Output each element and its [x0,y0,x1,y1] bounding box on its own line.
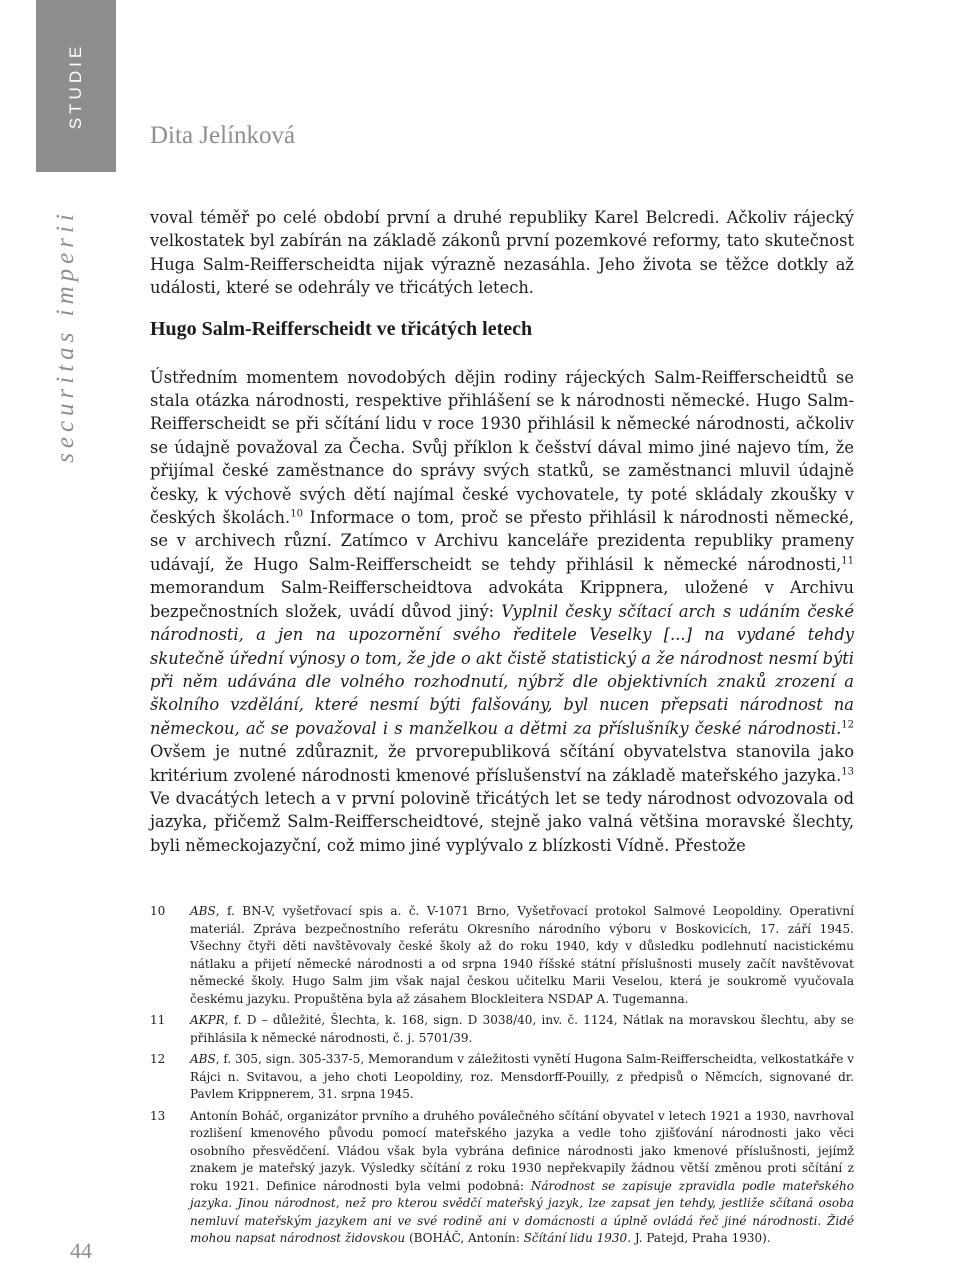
archive-abbr: AKPR [190,1013,225,1027]
footnote-10: 10 ABS, f. BN-V, vyšetřovací spis a. č. V-1071 Brno, Vyšetřovací protokol Salmové Leopoldiny. Operativní materiál. Zpráva bezpečnostního referátu Okresního národního výboru v Boskovicích, 17. září 1945. Všechny čtyři děti navštěvovaly české školy až do roku 1940, kdy v důsledku podlehnutí nacistickému nátlaku a přijetí německé národnosti a od srpna 1940 říšské státní příslušnosti musely začít navštěvovat německé školy. Hugo Salm jim však najal českou učitelku Marii Veselou, která je soukromě vyučovala českému jazyku. Propuštěna byla až zásahem Blockleitera NSDAP A. Tugemanna. [150,903,854,1008]
section-heading: Hugo Salm-Reifferscheidt ve třicátých letech [150,317,533,340]
footnote-13: 13 Antonín Boháč, organizátor prvního a druhého poválečného sčítání obyvatel v letech 1921 a 1930, navrhoval rozlišení kmenového původu pomocí mateřského jazyka a vedle toho zjišťování národnosti jako věci osobního přesvědčení. Vládou však byla vybrána definice národnosti jako kmenové příslušnosti, jejímž znakem je mateřský jazyk. Výsledky sčítání z roku 1930 nepřekvapily žádnou větší změnou proti sčítání z roku 1921. Definice národnosti byla velmi podobná: Národnost se zapisuje zpravidla podle mateřského jazyka. Jinou národnost, než pro kterou svědčí mateřský jazyk, lze zapsat jen tehdy, jestliže sčítaná osoba nemluví mateřským jazykem ani ve své rodině ani v domácnosti a úplně ovládá řeč jiné národnosti. Židé mohou napsat národnost židovskou (BOHÁČ, Antonín: Sčítání lidu 1930. J. Patejd, Praha 1930). [150,1108,854,1248]
archive-abbr: ABS [190,904,216,918]
footnotes [150,903,854,1252]
footnote-ref-10[interactable]: 10 [290,508,303,520]
section-label: STUDIE [66,42,85,130]
page-number: 44 [70,1238,92,1263]
archive-abbr: ABS [190,1052,216,1066]
footnote-number: 10 [150,904,166,918]
footnote-ref-11[interactable]: 11 [841,555,854,567]
footnote-ref-12[interactable]: 12 [841,719,854,731]
footnote-ref-13[interactable]: 13 [841,766,854,778]
cited-title: Sčítání lidu 1930 [523,1231,628,1245]
paragraph: Ústředním momentem novodobých dějin rodiny rájeckých Salm-Reifferscheidtů se stala otázka národnosti, respektive přihlášení se k národnosti německé. Hugo Salm-Reifferscheidt se při sčítání lidu v roce 1930 přihlásil k německé národnosti, ačkoliv se údajně považoval za Čecha. Svůj příklon k češství dával mimo jiné najevo tím, že přijímal české zaměstnance do správy svých statků, se zaměstnanci mluvil údajně česky, k výchově svých dětí najímal české vychovatele, ty poté skládaly zkoušky v českých školách.$^{10}$ Informace o tom, proč se přesto přihlásil k národnosti německé, se v archivech různí. Zatímco v Archivu kanceláře prezidenta republiky prameny udávají, že Hugo Salm-Reifferscheidt se tehdy přihlásil k německé národnosti,$^{11}$ memorandum Salm-Reifferscheidtova advokáta Krippnera, uložené v Archivu bezpečnostních složek, uvádí důvod jiný: Vyplnil česky sčítací arch s udáním české národnosti, a jen na upozornění svého ředitele Veselky [...] na vydané tehdy skutečně úřední výnosy o tom, že jde o akt čistě statistický a že národnost nesmí býti při něm udávána dle volného rozhodnutí, nýbrž dle objektivních znaků zrození a školního vzdělání, které nesmí býti falšovány, byl nucen přepsati národnost na německou, ač se považoval i s manželkou a dětmi za příslušníky české národnosti.$^{12}$ Ovšem je nutné zdůraznit, že prvorepubliková sčítání obyvatelstva stanovila jako kritérium zvolené národnosti kmenové příslušenství na základě mateřského jazyka.$^{13}$ Ve dvacátých letech a v první polovině třicátých let se tedy národnost odvozovala od jazyka, přičemž Salm-Reifferscheidtové, stejně jako valná většina moravské šlechty, byli německojazyční, což mimo jiné vyplývalo z blízkosti Vídně. Přestože [150,367,854,855]
footnote-12: 12 ABS, f. 305, sign. 305-337-5, Memorandum v záležitosti vynětí Hugona Salm-Reifferscheidta, velkostatkáře v Rájci n. Svitavou, a jeho choti Leopoldiny, roz. Mensdorff-Pouilly, z předpisů o Němcích, signované dr. Pavlem Krippnerem, 31. srpna 1945. [150,1051,854,1104]
author-name: Dita Jelínková [150,122,296,149]
quotation: Národnost se zapisuje zpravidla podle mateřského jazyka. Jinou národnost, než pro kterou svědčí mateřský jazyk, lze zapsat jen tehdy, jestliže sčítaná osoba nemluví mateřským jazykem ani ve své rodině ani v domácnosti a úplně ovládá řeč jiné národnosti. Židé mohou napsat národnost židovskou [190,1178,854,1245]
quotation: Vyplnil česky sčítací arch s udáním české národnosti, a jen na upozornění svého ředitele Veselky [...] na vydané tehdy skutečně úřední výnosy o tom, že jde o akt čistě statistický a že národnost nesmí býti při něm udávána dle volného rozhodnutí, nýbrž dle objektivních znaků zrození a školního vzdělání, které nesmí býti falšovány, byl nucen přepsati národnost na německou, ač se považoval i s manželkou a dětmi za příslušníky české národnosti. [150,601,854,738]
journal-name: securitas imperii [52,209,79,463]
paragraph: voval téměř po celé období první a druhé republiky Karel Belcredi. Ačkoliv rájecký velkostatek byl zabírán na základě zákonů první pozemkové reformy, tato skutečnost Huga Salm-Reifferscheidta nijak výrazně nezasáhla. Jeho života se těžce dotkly až události, které se odehrály ve třicátých letech. [150,208,854,298]
section-tab [36,0,116,172]
footnote-number: 11 [150,1013,166,1027]
footnote-11: 11 AKPR, f. D – důležité, Šlechta, k. 168, sign. D 3038/40, inv. č. 1124, Nátlak na moravskou šlechtu, aby se přihlásila k německé národnosti, č. j. 5701/39. [150,1012,854,1047]
footnote-number: 13 [150,1108,166,1123]
main-text [150,206,854,857]
footnote-number: 12 [150,1052,166,1066]
